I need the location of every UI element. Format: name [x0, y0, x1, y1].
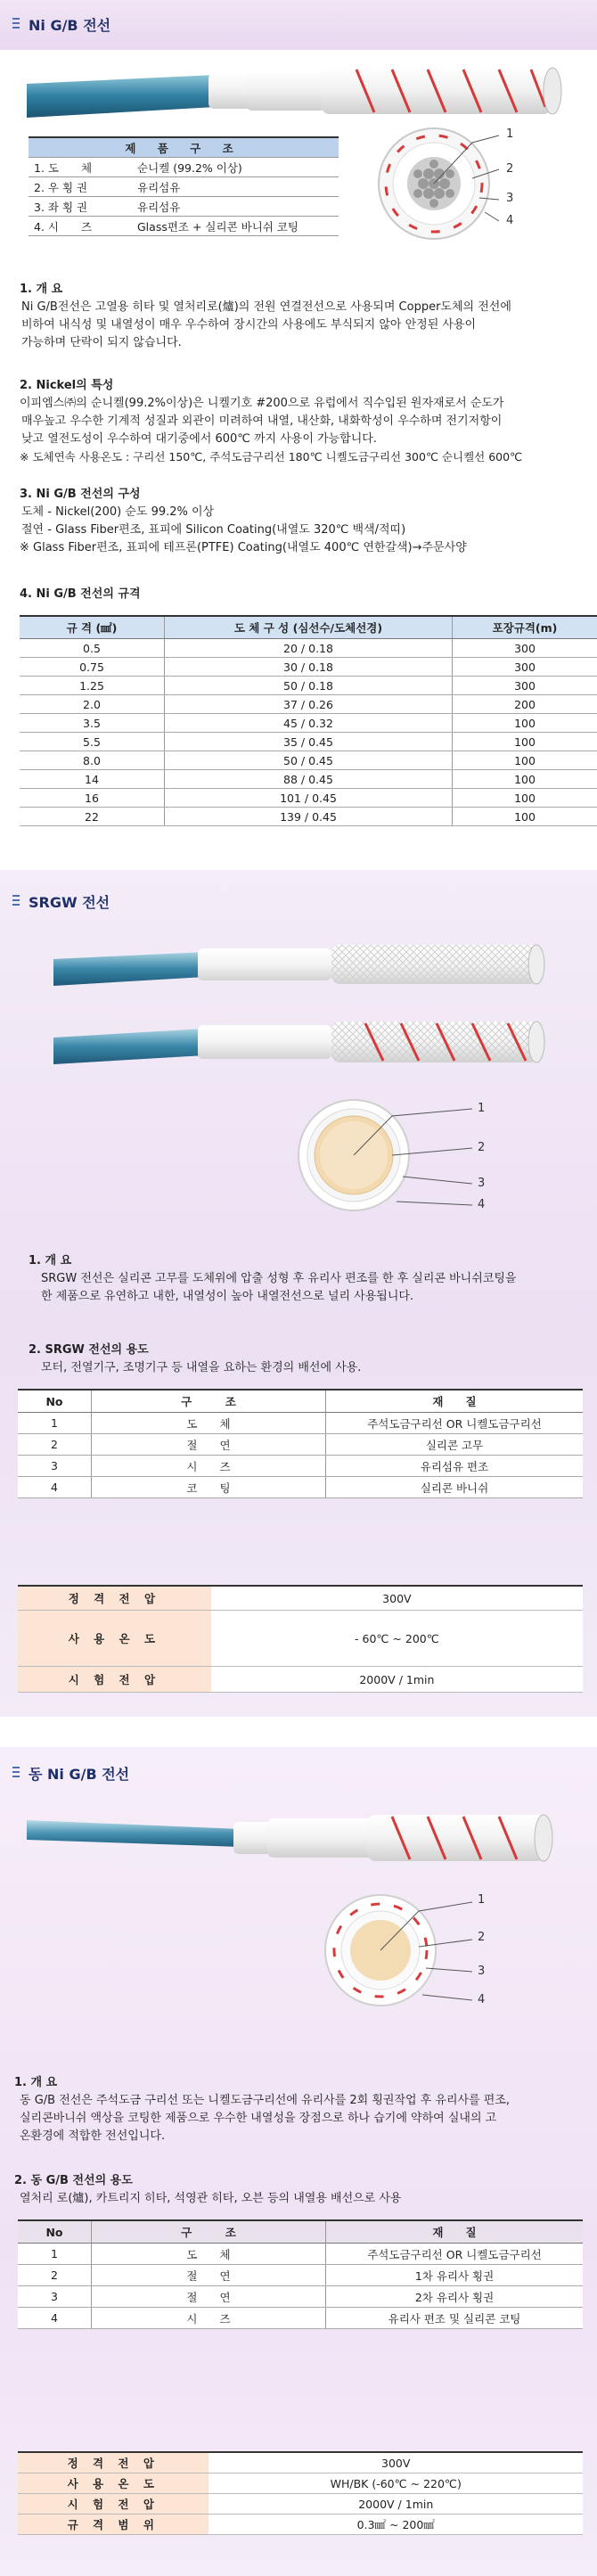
- callout-1: 1: [478, 1102, 486, 1115]
- nickel-title: 2. Nickel의 특성: [20, 379, 114, 392]
- callout-2: 2: [478, 1141, 486, 1154]
- use-title: 2. 동 G/B 전선의 용도: [14, 2174, 133, 2187]
- cross-section-diagram: [0, 1890, 597, 2014]
- section-ni-gb: [0, 0, 597, 838]
- table-row: 8.0 50 / 0.45 100: [20, 751, 597, 770]
- bullet-icon: [12, 895, 21, 907]
- overview-line: 실리콘바니쉬 액상을 코팅한 제품으로 우수한 내열성을 장점으로 하나 습기에 약하여 실내의 고: [20, 2112, 497, 2125]
- table-row: 정 격 전 압 300V: [18, 2452, 583, 2473]
- callout-4: 4: [506, 214, 514, 227]
- overview-line: 비하여 내식성 및 내열성이 매우 우수하여 장시간의 사용에도 부식되지 않아 안정된 사용이: [21, 318, 477, 332]
- overview-line: 가능하며 단락이 되지 않습니다.: [21, 336, 182, 349]
- table-row: 1 도 체 주석도금구리선 OR 니켈도금구리선: [18, 1413, 583, 1434]
- structure-table: [29, 136, 339, 236]
- overview-line: SRGW 전선은 실리콘 고무를 도체위에 압출 성형 후 유리사 편조를 한 후 실리콘 바니쉬코팅을: [41, 1272, 517, 1285]
- overview-line: 온환경에 적합한 전선입니다.: [20, 2129, 166, 2143]
- table-row: 3 절 연 2차 유리사 횡권: [18, 2286, 583, 2308]
- overview-title: 1. 개 요: [14, 2076, 58, 2089]
- table-row: 3. 좌 횡 권 유리섬유: [29, 197, 339, 217]
- callout-3: 3: [506, 192, 514, 205]
- cable-image: [0, 923, 597, 1102]
- composition-line: 도체 - Nickel(200) 순도 99.2% 이상: [21, 505, 215, 519]
- section-header: [0, 0, 597, 50]
- spec-table: [20, 615, 597, 826]
- cross-section-diagram: [0, 1093, 597, 1218]
- spec-header: 포장규격(m): [453, 616, 597, 639]
- table-row: 정 격 전 압 300V: [18, 1586, 583, 1611]
- table-row: 14 88 / 0.45 100: [20, 770, 597, 789]
- table-row: 1. 도 체 순니켈 (99.2% 이상): [29, 158, 339, 177]
- section-title: 동 Ni G/B 전선: [29, 1766, 130, 1783]
- bullet-icon: [12, 18, 21, 30]
- spec-title: 4. Ni G/B 전선의 규격: [20, 587, 141, 601]
- callout-1: 1: [478, 1893, 486, 1907]
- overview-line: 한 제품으로 유연하고 내한, 내열성이 높아 내열전선으로 널리 사용됩니다.: [41, 1290, 414, 1303]
- table-row: 규 격 범 위 0.3㎟ ~ 200㎟: [18, 2514, 583, 2535]
- table-row: 4. 시 즈 Glass편조 + 실리콘 바니쉬 코팅: [29, 217, 339, 236]
- nickel-note: ※ 도체연속 사용온도 : 구리선 150℃, 주석도금구리선 180℃ 니켈도금구리선 300℃ 순니켈선 600℃: [20, 450, 523, 464]
- table-row: 2. 우 횡 권 유리섬유: [29, 177, 339, 197]
- section-title: SRGW 전선: [29, 894, 110, 911]
- overview-line: Ni G/B전선은 고열용 히타 및 열처리로(爐)의 전원 연결전선으로 사용되며 Copper도체의 전선에: [21, 300, 511, 314]
- table-row: 4 시 즈 유리사 편조 및 실리콘 코팅: [18, 2308, 583, 2329]
- callout-3: 3: [478, 1965, 486, 1978]
- composition-note: ※ Glass Fiber편조, 표피에 테프론(PTFE) Coating(내열도 400℃ 연한갈색)→주문사양: [20, 541, 467, 554]
- use-line: 모터, 전열기구, 조명기구 등 내열을 요하는 환경의 배선에 사용.: [41, 1361, 362, 1374]
- section-title: Ni G/B 전선: [29, 17, 111, 34]
- table-row: 사 용 온 도 WH/BK (-60℃ ~ 220℃): [18, 2473, 583, 2494]
- table-row: 시 험 전 압 2000V / 1min: [18, 2494, 583, 2514]
- structure-header: 제 품 구 조: [29, 137, 339, 158]
- overview-line: 동 G/B 전선은 주석도금 구리선 또는 니켈도금구리선에 유리사를 2회 횡권작업 후 유리사를 편조,: [20, 2094, 511, 2107]
- table-row: 2 절 연 실리콘 고무: [18, 1434, 583, 1456]
- rating-table: [18, 1585, 583, 1693]
- cable-image: [0, 1801, 597, 1899]
- callout-4: 4: [478, 1993, 486, 2006]
- structure-table: No 구 조 재 질 1 도 체 주석도금구리선 OR 니켈도금구리선 2 절 연 실리콘 고무 3 시 즈 유리섬유 편조 4 코 팅 실리콘 바니쉬: [18, 1389, 583, 1498]
- table-row: 1.25 50 / 0.18 300: [20, 677, 597, 695]
- table-row: 4 코 팅 실리콘 바니쉬: [18, 1477, 583, 1498]
- spec-header: 규 격 (㎟): [20, 616, 165, 639]
- composition-title: 3. Ni G/B 전선의 구성: [20, 488, 141, 501]
- composition-line: 절연 - Glass Fiber편조, 표피에 Silicon Coating(내열도 320℃ 백색/적띠): [21, 523, 406, 537]
- table-row: 2 절 연 1차 유리사 횡권: [18, 2265, 583, 2286]
- table-row: 16 101 / 0.45 100: [20, 789, 597, 808]
- callout-4: 4: [478, 1198, 486, 1211]
- bullet-icon: [12, 1767, 21, 1779]
- table-row: 5.5 35 / 0.45 100: [20, 733, 597, 751]
- callout-2: 2: [478, 1931, 486, 1944]
- table-row: 22 139 / 0.45 100: [20, 808, 597, 826]
- table-row: 0.75 30 / 0.18 300: [20, 658, 597, 677]
- spec-header: 도 체 구 성 (심선수/도체선경): [165, 616, 453, 639]
- table-row: 3 시 즈 유리섬유 편조: [18, 1456, 583, 1477]
- nickel-line: 이피엠스㈜의 순니켈(99.2%이상)은 니켈기호 #200으로 유럽에서 직수입된 원자재로서 순도가: [20, 397, 504, 410]
- nickel-line: 매우높고 우수한 기계적 성질과 외관이 미려하여 내열, 내산화, 내화학성이 우수하며 전기저항이: [21, 414, 503, 428]
- table-row: 사 용 온 도 - 60℃ ~ 200℃: [18, 1611, 583, 1667]
- section-srgw: [0, 870, 597, 1717]
- callout-1: 1: [506, 127, 514, 141]
- use-line: 열처리 로(爐), 카트리지 히타, 석영관 히타, 오븐 등의 내열용 배선으로 사용: [20, 2192, 402, 2205]
- overview-title: 1. 개 요: [20, 283, 63, 296]
- callout-2: 2: [506, 162, 514, 176]
- structure-table: No 구 조 재 질 1 도 체 주석도금구리선 OR 니켈도금구리선 2 절 연 1차 유리사 횡권 3 절 연 2차 유리사 횡권 4 시 즈 유리사 편조 및 실리콘 코팅: [18, 2219, 583, 2329]
- table-row: 1 도 체 주석도금구리선 OR 니켈도금구리선: [18, 2244, 583, 2265]
- rating-table: [18, 2451, 583, 2535]
- table-row: 3.5 45 / 0.32 100: [20, 714, 597, 733]
- table-row: 0.5 20 / 0.18 300: [20, 639, 597, 658]
- table-row: 2.0 37 / 0.26 200: [20, 695, 597, 714]
- use-title: 2. SRGW 전선의 용도: [29, 1343, 149, 1357]
- overview-title: 1. 개 요: [29, 1254, 72, 1267]
- table-row: 시 험 전 압 2000V / 1min: [18, 1667, 583, 1693]
- nickel-line: 낮고 열전도성이 우수하여 대기중에서 600℃ 까지 사용이 가능합니다.: [21, 432, 377, 446]
- callout-3: 3: [478, 1177, 486, 1190]
- section-copper-ni-gb: [0, 1747, 597, 2576]
